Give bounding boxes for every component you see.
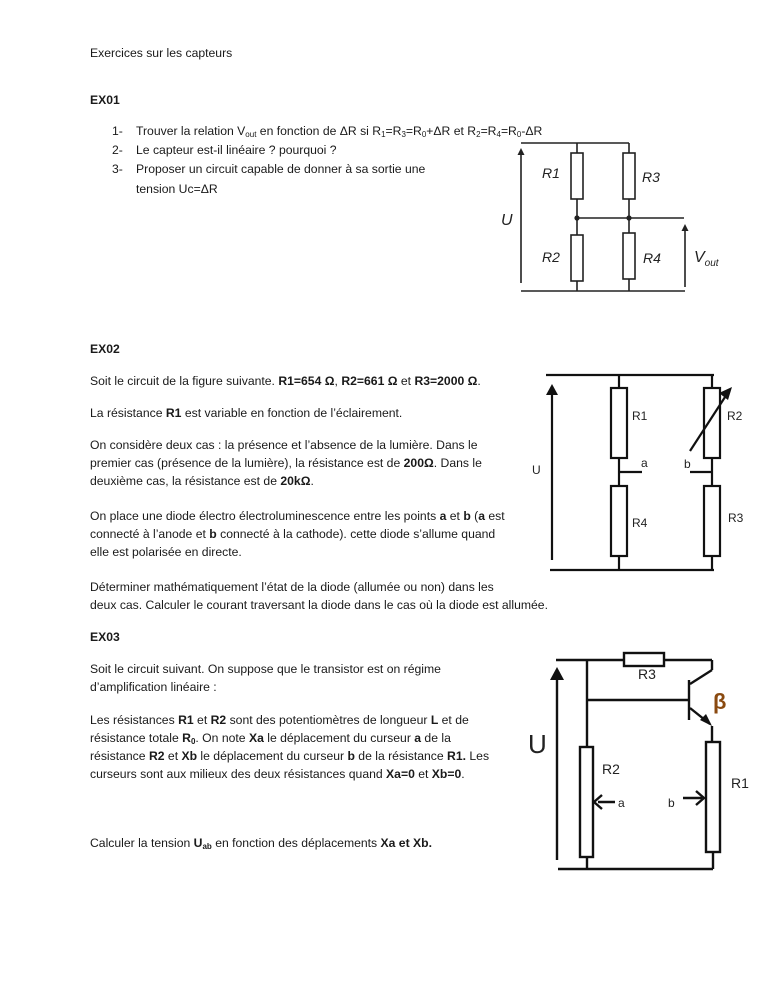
- ex02-paragraph-cases: On considère deux cas : la présence et l’absence de la lumière. Dans le premier cas (présence de la lumière), la résistance est de 200Ω. Dans le deuxième cas, la résistance est de 20kΩ.: [90, 438, 482, 488]
- ex03-label-r1: R1: [731, 775, 749, 791]
- ex02-label-r3: R3: [728, 511, 744, 525]
- ex02-label-a: a: [641, 456, 648, 470]
- ex01-question-3-cont: tension Uc=ΔR: [136, 182, 218, 196]
- ex01-label-r1: R1: [542, 165, 560, 181]
- ex02-label-r4: R4: [632, 516, 648, 530]
- ex02-paragraph-r1-variable: La résistance R1 est variable en fonction de l’éclairement.: [90, 406, 403, 420]
- ex03-label-r2: R2: [602, 761, 620, 777]
- ex03-label-beta: β: [713, 689, 727, 714]
- ex01-heading: EX01: [90, 93, 120, 107]
- ex03-label-a: a: [618, 796, 625, 810]
- svg-text:Vout: $V_{out}$: [694, 249, 719, 269]
- ex02-label-b: b: [684, 457, 691, 471]
- ex02-paragraph-question: Déterminer mathématiquement l’état de la diode (allumée ou non) dans les deux cas. Calculer le courant traversant la diode dans le cas où la diode est allumée.: [90, 580, 548, 612]
- ex03-heading: EX03: [90, 630, 120, 644]
- ex02-label-r1: R1: [632, 409, 648, 423]
- ex01-label-vout: V: [694, 249, 705, 266]
- ex03-paragraph-potentiometers: Les résistances R1 et R2 sont des potentiomètres de longueur L et de résistance totale $R_0$. On note Xa le déplacement du curseur a de la résistance R2 et Xb le déplacement du curseur b de la résistance R1. Les curseurs sont aux milieux des deux résistances quand Xa=0 et Xb=0.: [90, 713, 490, 781]
- ex02-paragraph-diode: On place une diode électro électroluminescence entre les points a et b (a est connecté à l’anode et b connecté à la cathode). cette diode s’allume quand elle est polarisée en directe.: [90, 509, 505, 559]
- ex01-label-u: U: [501, 212, 513, 229]
- ex01-label-r2: R2: [542, 249, 560, 265]
- ex03-label-r3: R3: [638, 666, 656, 682]
- ex03-label-b: b: [668, 796, 675, 810]
- ex02-circuit-figure: [520, 360, 760, 580]
- ex01-bridge-circuit-figure: [500, 140, 740, 300]
- ex01-label-r3: R3: [642, 169, 660, 185]
- ex02-paragraph-values: Soit le circuit de la figure suivante. R1=654 Ω, R2=661 Ω et R3=2000 Ω.: [90, 374, 481, 388]
- ex01-label-r4: R4: [643, 250, 661, 266]
- ex02-label-r2: R2: [727, 409, 743, 423]
- ex03-transistor-circuit-figure: [520, 640, 760, 880]
- ex03-paragraph-question: Calculer la tension $U_{ab}$ en fonction des déplacements Xa et Xb.: [90, 836, 432, 851]
- document-title: Exercices sur les capteurs: [90, 46, 233, 60]
- ex03-label-u: U: [528, 729, 547, 759]
- ex02-heading: EX02: [90, 342, 120, 356]
- ex03-paragraph-intro: Soit le circuit suivant. On suppose que le transistor est on régime d’amplification linéaire :: [90, 662, 441, 694]
- ex02-label-u: U: [532, 463, 541, 477]
